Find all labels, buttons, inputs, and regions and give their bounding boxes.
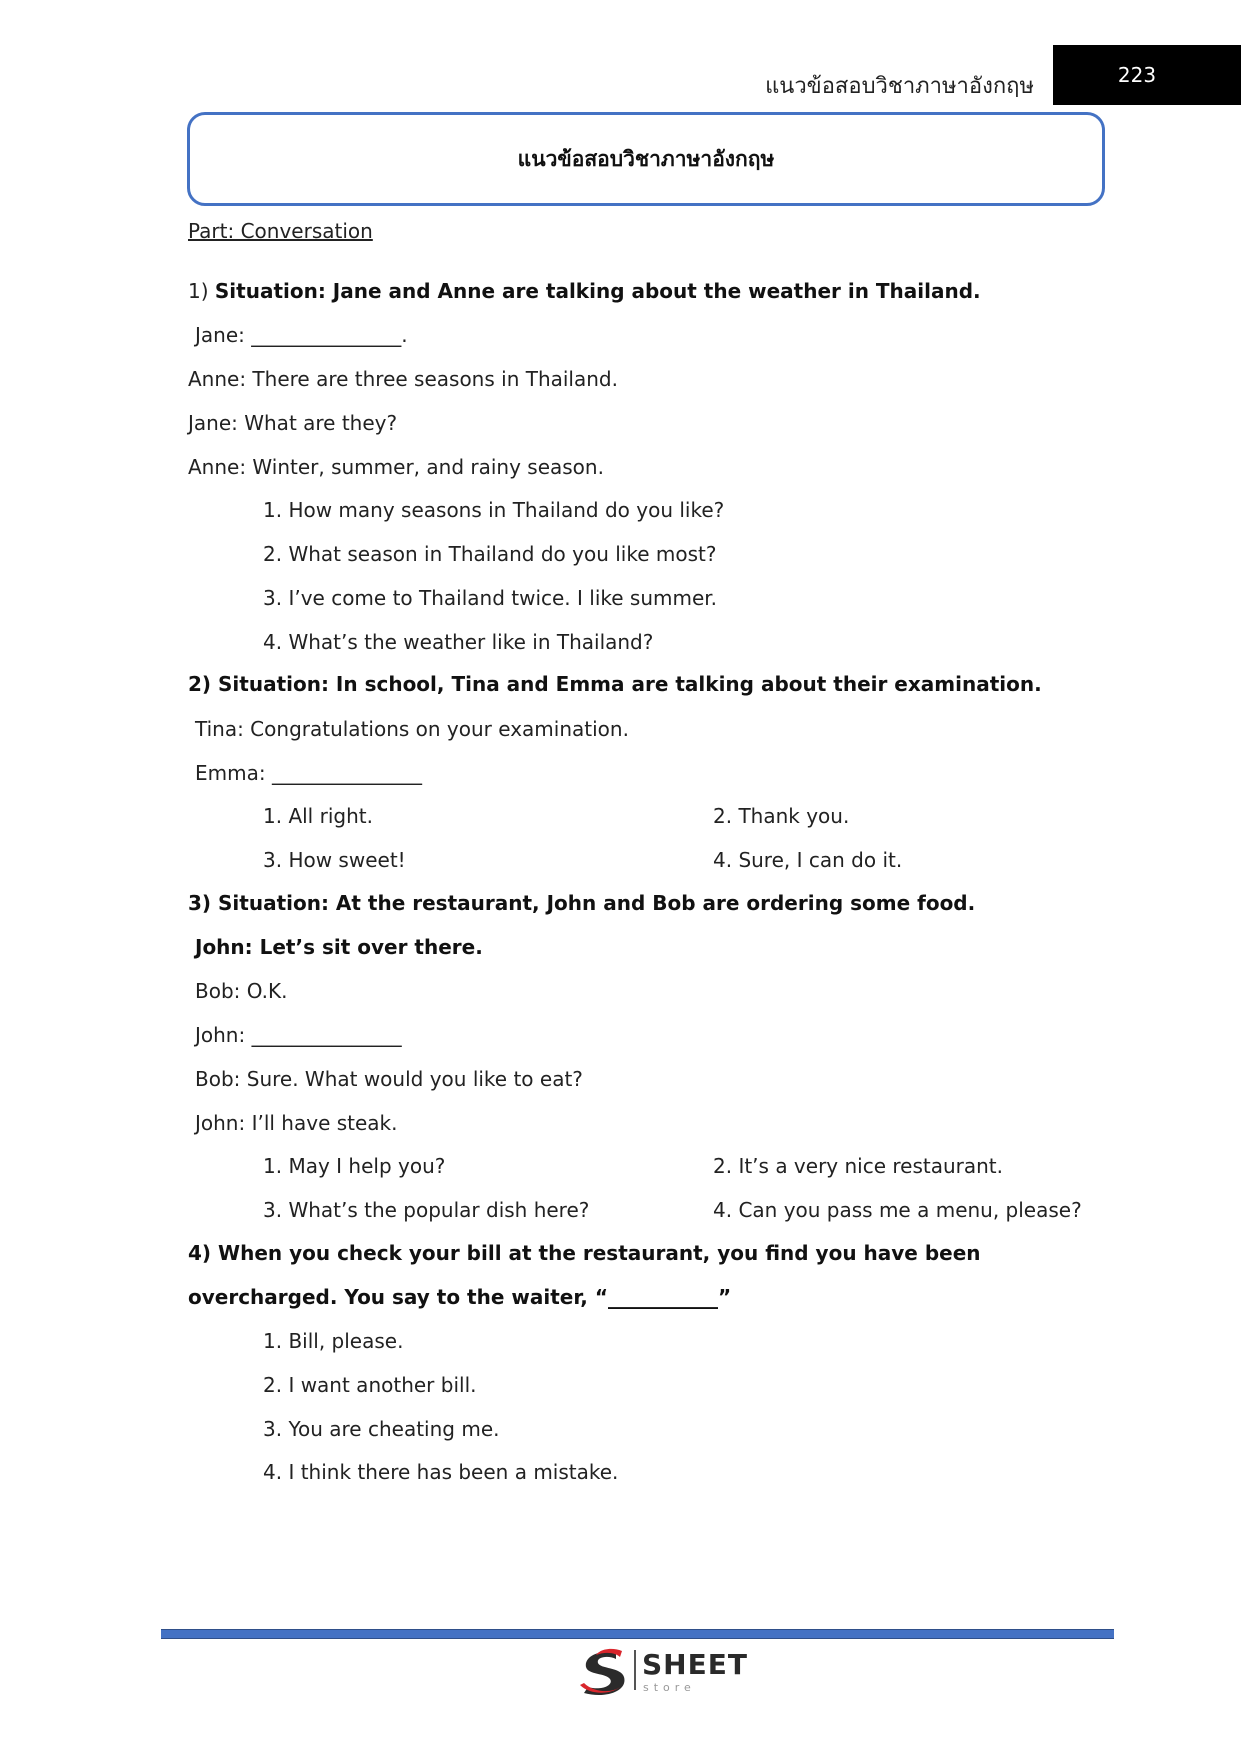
q1-dialogue-4: Anne: Winter, summer, and rainy season. <box>188 455 604 479</box>
q2-dialogue-2: Emma: _______________ <box>195 761 422 785</box>
q4-option-4: 4. I think there has been a mistake. <box>263 1460 619 1484</box>
q3-dialogue-2: John: _______________ <box>195 1023 402 1047</box>
page-number-box <box>1053 45 1241 105</box>
page-number: 223 <box>1117 63 1157 87</box>
part-heading: Part: Conversation <box>188 219 373 243</box>
logo-subtext: store <box>643 1681 696 1694</box>
q1-dialogue-3: Jane: What are they? <box>188 411 398 435</box>
q3-option-2: 2. It’s a very nice restaurant. <box>713 1154 1004 1178</box>
logo-divider <box>634 1650 636 1690</box>
q1-situation-text: Situation: Jane and Anne are talking about the weather in Thailand. <box>214 279 981 303</box>
q1-option-2: 2. What season in Thailand do you like most? <box>263 542 717 566</box>
q4-option-3: 3. You are cheating me. <box>263 1417 500 1441</box>
q1-option-4: 4. What’s the weather like in Thailand? <box>263 630 654 654</box>
logo-text: SHEET <box>642 1648 748 1681</box>
q1-dialogue-1: Jane: _______________. <box>195 323 408 347</box>
q2-situation: 2) Situation: In school, Tina and Emma are talking about their examination. <box>188 672 1042 696</box>
title-box <box>187 112 1105 206</box>
q1-dialogue-2: Anne: There are three seasons in Thailand. <box>188 367 618 391</box>
q3-option-3: 3. What’s the popular dish here? <box>263 1198 590 1222</box>
q4-option-1: 1. Bill, please. <box>263 1329 404 1353</box>
q3-dialogue-bold: John: Let’s sit over there. <box>195 935 483 959</box>
q3-dialogue-1: Bob: O.K. <box>195 979 288 1003</box>
q1-option-1: 1. How many seasons in Thailand do you like? <box>263 498 725 522</box>
q1-number: 1) <box>188 279 209 303</box>
q2-option-3: 3. How sweet! <box>263 848 406 872</box>
q3-option-1: 1. May I help you? <box>263 1154 446 1178</box>
q2-option-1: 1. All right. <box>263 804 373 828</box>
q4-prompt-line-2: overcharged. You say to the waiter, “___________” <box>188 1285 732 1309</box>
running-header: แนวข้อสอบวิชาภาษาอังกฤษ <box>765 74 1034 99</box>
q4-option-2: 2. I want another bill. <box>263 1373 477 1397</box>
q2-option-2: 2. Thank you. <box>713 804 850 828</box>
q1-option-3: 3. I’ve come to Thailand twice. I like summer. <box>263 586 718 610</box>
title-text: แนวข้อสอบวิชาภาษาอังกฤษ <box>517 146 775 171</box>
q2-dialogue-1: Tina: Congratulations on your examination. <box>195 717 629 741</box>
q3-option-4: 4. Can you pass me a menu, please? <box>713 1198 1082 1222</box>
q3-dialogue-3: Bob: Sure. What would you like to eat? <box>195 1067 583 1091</box>
footer-bar <box>161 1629 1114 1639</box>
q1-situation <box>188 281 981 301</box>
q3-situation: 3) Situation: At the restaurant, John and Bob are ordering some food. <box>188 891 976 915</box>
q4-prompt-line-1: 4) When you check your bill at the restaurant, you find you have been <box>188 1241 981 1265</box>
q2-option-4: 4. Sure, I can do it. <box>713 848 903 872</box>
q3-dialogue-4: John: I’ll have steak. <box>195 1111 398 1135</box>
